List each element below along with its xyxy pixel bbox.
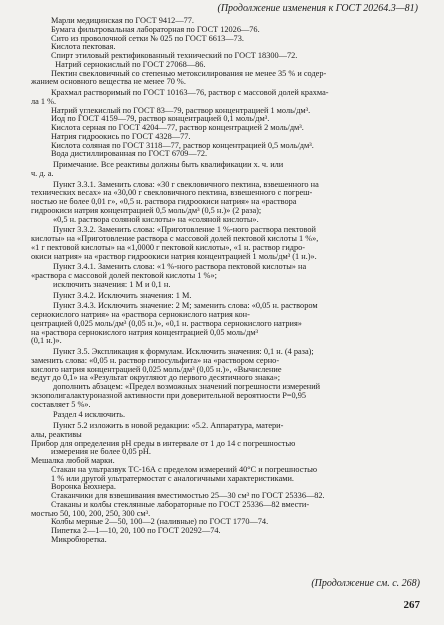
text-line: сернокислого натрия» на «раствора сернокислого натрия кон- (31, 311, 250, 319)
document-body (31, 17, 429, 545)
text-line: Вода дистиллированная по ГОСТ 6709—72. (51, 150, 208, 159)
text-line: Пектин свекловичный со степенью метоксилирования не менее 35 % и содер- (51, 69, 327, 78)
text-line: «0,5 н. раствора соляной кислоты» на «соляной кислоты». (53, 215, 259, 224)
text-line: Сито из проволочной сетки № 025 по ГОСТ 6613—73. (51, 34, 244, 43)
text-line: ла 1 %. (31, 97, 57, 106)
text-line: Пункт 3.5. Экспликация к формулам. Исключить значения: 0,1 н. (4 раза); (53, 348, 314, 356)
continuation-note: (Продолжение см. с. 268) (311, 578, 420, 589)
text-line: Пункт 3.4.2. Исключить значения: 1 М. (53, 291, 192, 300)
text-line: (0,1 н.)». (31, 337, 62, 346)
text-line: исключить значения: 1 М и 0,1 н. (53, 280, 171, 289)
text-line: ностью не более 0,01 г», «0,5 н. раствора гидроокиси натрия» на «раствора (31, 198, 297, 206)
text-line: Пипетка 2—1—10, 20, 100 по ГОСТ 20292—74. (51, 527, 221, 535)
text-line: «1 г пектовой кислоты» на «1,0000 г пектовой кислоты», «1 н. раствор гидро- (31, 243, 306, 252)
text-line: составляет 5 %». (31, 400, 91, 409)
text-line: Натрий углекислый по ГОСТ 83—79, раствор концентрацией 1 моль/дм³. (51, 106, 311, 115)
text-line: Микробюретка. (51, 535, 107, 544)
text-line: Прибор для определения pH среды в интервале от 1 до 14 с погрешностью (31, 439, 296, 448)
page-number: 267 (403, 599, 420, 611)
text-line: Мешалка любой марки. (31, 457, 115, 465)
text-line: Кислота серная по ГОСТ 4204—77, раствор концентрацией 2 моль/дм³. (51, 124, 304, 132)
text-line: на «раствора сернокислого натрия концентрацией 0,05 моль/дм³ (31, 328, 259, 337)
text-line: Пункт 5.2 изложить в новой редакции: «5.2. Аппаратура, матери- (53, 422, 284, 430)
text-line: ч. д. а. (31, 169, 54, 178)
text-line: жанием основного вещества не менее 70 %. (31, 78, 186, 87)
text-line: заменить слова: «0,05 н. раствор гипосульфита» на «раствором серно- (31, 356, 280, 365)
text-line: Воронка Бюхнера. (51, 483, 116, 492)
text-line: Марли медицинская по ГОСТ 9412—77. (51, 17, 195, 25)
text-line: окиси натрия» на «раствор гидроокиси натрия концентрацией 1 моль/дм³ (1 н.)». (31, 252, 317, 261)
text-line: измерения не более 0,05 pH. (51, 448, 151, 457)
text-line: Кислота соляная по ГОСТ 3118—77, раствор концентрацией 0,5 моль/дм³. (51, 141, 314, 150)
text-line: гидроокиси натрия концентрацией 0,5 моль/дм³ (0,5 н.)» (2 раза); (31, 206, 262, 215)
text-line: центрацией 0,025 моль/дм³ (0,05 н.)», «0,1 н. раствора сернокислого натрия» (31, 319, 302, 328)
text-line: экзополигалактуроназной активности при доверительной вероятности P=0,95 (31, 391, 307, 400)
text-line: алы, реактивы (31, 430, 82, 439)
text-line: Примечание. Все реактивы должны быть квалификации х. ч. или (53, 161, 284, 169)
text-line: 1 % или другой ультратермостат с аналогичными характеристиками. (51, 474, 295, 483)
text-line: Натрий сернокислый по ГОСТ 27068—86. (51, 60, 206, 69)
text-line: Стакан на ультразвук ТС-16А с пределом измерений 40°С и погрешностью (51, 465, 318, 474)
text-line: Иод по ГОСТ 4159—79, раствор концентрацией 0,1 моль/дм³. (51, 115, 270, 124)
text-line: Пункт 3.3.1. Заменить слова: «30 г свекловичного пектина, взвешенного на (53, 180, 319, 189)
text-line: Раздел 4 исключить. (53, 411, 126, 420)
text-line: Спирт этиловый ректификованный технический по ГОСТ 18300—72. (51, 52, 298, 60)
text-line: Пункт 3.3.2. Заменить слова: «Приготовление 1 %-ного раствора пектовой (53, 226, 316, 235)
text-line: Крахмал растворимый по ГОСТ 10163—76, раствор с массовой долей крахма- (51, 89, 329, 97)
text-line: ведут до 0,1» на «Результат округляют до первого десятичного знака»; (31, 374, 281, 383)
text-line: Натрия гидроокись по ГОСТ 4328—77. (51, 132, 191, 141)
text-line: кислоты» на «Приготовление раствора с массовой долей пектовой кислоты 1 %», (31, 235, 319, 243)
text-line: Пункт 3.4.3. Исключить значение: 2 М; заменить слова: «0,05 н. раствором (53, 302, 318, 311)
text-line: дополнить абзацем: «Предел возможных значений погрешности измерений (53, 383, 321, 391)
text-line: Колбы мерные 2—50, 100—2 (наливные) по ГОСТ 1770—74. (51, 518, 269, 527)
text-line: кислого натрия концентрацией 0,025 моль/дм³ (0,05 н.)», «Вычисление (31, 365, 282, 374)
text-line: «раствора с массовой долей пектовой кислоты 1 %»; (31, 272, 217, 280)
running-header: (Продолжение изменения к ГОСТ 20264.3—81) (217, 3, 418, 14)
text-line: Бумага фильтровальная лабораторная по ГОСТ 12026—76. (51, 25, 260, 34)
text-line: технических весах» на «30,00 г свекловичного пектина, взвешенного с погреш- (31, 189, 313, 198)
text-line: мостью 50, 100, 200, 250, 300 см³. (31, 509, 151, 518)
text-line: Кислота пектовая. (51, 43, 116, 52)
text-line: Пункт 3.4.1. Заменить слова: «1 %-ного раствора пектовой кислоты» на (53, 263, 307, 272)
text-line: Стаканы и колбы стеклянные лабораторные по ГОСТ 25336—82 вмести- (51, 500, 310, 509)
text-line: Стаканчики для взвешивания вместимостью 25—30 см³ по ГОСТ 25336—82. (51, 492, 325, 500)
